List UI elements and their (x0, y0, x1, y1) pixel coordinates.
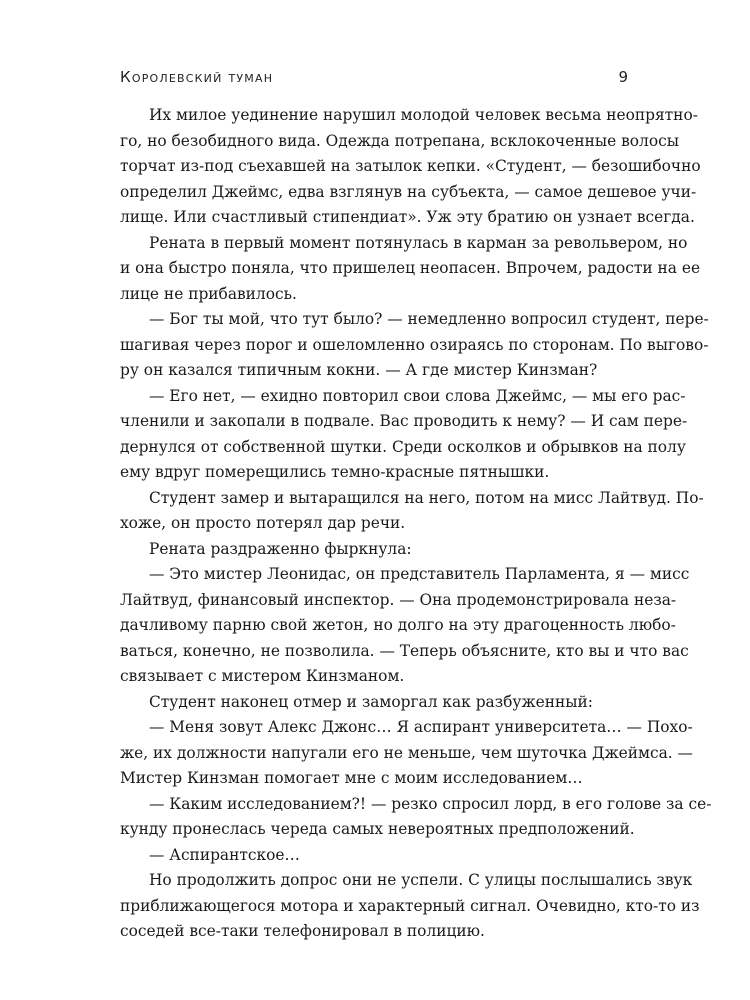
text-line: торчат из-под съехавшей на затылок кепки. «Студент, — безошибочно (120, 157, 701, 175)
running-header (120, 68, 628, 92)
text-line: Рената раздраженно фыркнула: (149, 539, 412, 558)
text-line: — Меня зовут Алекс Джонс… Я аспирант университета… — Похо- (149, 718, 693, 736)
text-line: ему вдруг померещились темно-красные пятнышки. (120, 463, 550, 481)
text-line: — Аспирантское… (149, 845, 300, 864)
text-line: определил Джеймс, едва взглянув на субъекта, — самое дешевое учи- (120, 182, 697, 201)
text-line: же, их должности напугали его не меньше, чем шуточка Джеймса. — (120, 743, 693, 762)
text-line: — Бог ты мой, что тут было? — немедленно вопросил студент, пере- (149, 310, 709, 328)
paragraph (120, 384, 688, 486)
text-line: ваться, конечно, не позволила. — Теперь объясните, кто вы и что вас (120, 641, 689, 660)
text-line: приближающегося мотора и характерный сигнал. Очевидно, кто-то из (120, 896, 700, 915)
text-line: Их милое уединение нарушил молодой человек весьма неопрятно- (149, 106, 698, 124)
book-title: Королевский туман (120, 68, 274, 86)
text-line: соседей все-таки телефонировал в полицию. (120, 922, 485, 940)
text-line: кунду пронеслась череда самых невероятных предположений. (120, 820, 635, 838)
text-line: Но продолжить допрос они не успели. С улицы послышались звук (149, 871, 693, 889)
text-line: Мистер Кинзман помогает мне с моим исследованием… (120, 769, 583, 787)
text-line: Лайтвуд, финансовый инспектор. — Она продемонстрировала неза- (120, 590, 677, 609)
paragraph (120, 843, 628, 869)
paragraph (120, 103, 701, 231)
paragraph (120, 307, 709, 384)
paragraph (120, 486, 704, 537)
text-line: го, но безобидного вида. Одежда потрепана, всклокоченные волосы (120, 131, 679, 150)
paragraph (120, 231, 701, 308)
text-line: связывает с мистером Кинзманом. (120, 667, 405, 685)
text-line: лице не прибавилось. (120, 284, 297, 303)
text-line: — Его нет, — ехидно повторил свои слова Джеймс, — мы его рас- (149, 386, 686, 405)
text-line: дачливому парню свой жетон, но долго на эту драгоценность любо- (120, 616, 676, 634)
paragraph (120, 562, 690, 690)
text-line: членили и закопали в подвале. Вас проводить к нему? — И сам пере- (120, 412, 688, 430)
body-text (120, 103, 712, 945)
text-line: — Это мистер Леонидас, он представитель Парламента, я — мисс (149, 565, 690, 583)
text-line: дернулся от собственной шутки. Среди осколков и обрывков на полу (120, 437, 686, 456)
paragraph (120, 792, 712, 843)
text-line: — Каким исследованием?! — резко спросил лорд, в его голове за се- (149, 794, 712, 813)
paragraph (120, 537, 628, 563)
text-line: и она быстро поняла, что пришелец неопасен. Впрочем, радости на ее (120, 259, 701, 277)
paragraph (120, 690, 628, 716)
text-line: Рената в первый момент потянулась в карман за револьвером, но (149, 233, 688, 252)
page-number: 9 (618, 68, 628, 86)
paragraph (120, 868, 700, 945)
text-line: хоже, он просто потерял дар речи. (120, 514, 406, 532)
paragraph (120, 715, 693, 792)
text-line: Студент наконец отмер и заморгал как разбуженный: (149, 692, 593, 711)
text-line: ру он казался типичным кокни. — А где мистер Кинзман? (120, 361, 598, 379)
text-line: шагивая через порог и ошеломленно озираясь по сторонам. По выгово- (120, 335, 709, 354)
text-line: Студент замер и вытаращился на него, потом на мисс Лайтвуд. По- (149, 488, 704, 507)
text-line: лище. Или счастливый стипендиат». Уж эту братию он узнает всегда. (120, 208, 695, 226)
